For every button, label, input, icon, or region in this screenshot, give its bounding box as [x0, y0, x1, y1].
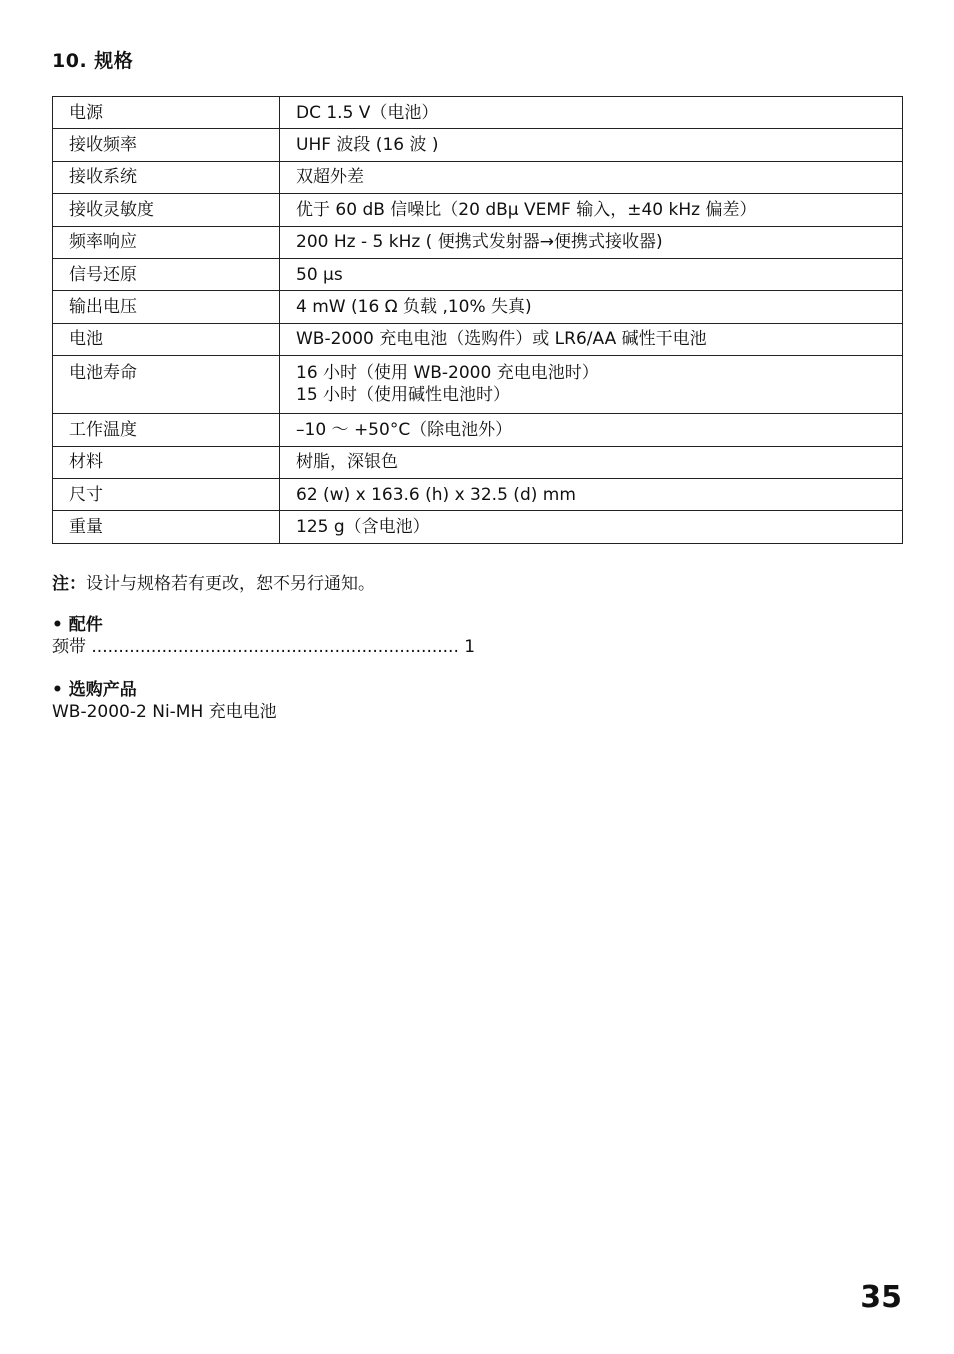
table-row	[53, 97, 903, 129]
page-number: 35	[860, 1280, 902, 1315]
spec-value: 双超外差	[280, 161, 903, 193]
spec-value: 125 g（含电池）	[280, 511, 903, 543]
accessories-section	[52, 614, 475, 658]
spec-label: 电池	[53, 323, 280, 355]
spec-label: 频率响应	[53, 226, 280, 258]
spec-value-line: 16 小时（使用 WB-2000 充电电池时）	[296, 363, 599, 384]
table-row	[53, 323, 903, 355]
table-row	[53, 194, 903, 226]
spec-label: 接收灵敏度	[53, 194, 280, 226]
table-row	[53, 356, 903, 414]
section-title: 10. 规格	[52, 50, 134, 72]
accessories-heading: • 配件	[52, 615, 103, 635]
table-row	[53, 446, 903, 478]
note-text: 设计与规格若有更改，恕不另行通知。	[86, 574, 375, 594]
spec-value: UHF 波段 (16 波 )	[280, 129, 903, 161]
table-row	[53, 129, 903, 161]
spec-value: 优于 60 dB 信噪比（20 dBμ VEMF 输入，±40 kHz 偏差）	[280, 194, 903, 226]
table-row	[53, 511, 903, 543]
spec-label: 输出电压	[53, 291, 280, 323]
accessory-item-name: 颈带	[52, 637, 86, 657]
leader-dots: ....................................................................	[91, 637, 459, 657]
spec-value: 树脂，深银色	[280, 446, 903, 478]
spec-label: 电池寿命	[53, 356, 280, 414]
spec-label: 工作温度	[53, 414, 280, 446]
table-row	[53, 414, 903, 446]
spec-value: 4 mW (16 Ω 负载 ,10% 失真)	[280, 291, 903, 323]
note-label: 注：	[52, 574, 86, 594]
spec-label: 材料	[53, 446, 280, 478]
table-row	[53, 478, 903, 510]
note	[52, 569, 375, 594]
spec-label: 重量	[53, 511, 280, 543]
spec-value: 62 (w) x 163.6 (h) x 32.5 (d) mm	[280, 478, 903, 510]
options-section	[52, 679, 277, 723]
option-item: WB-2000-2 Ni-MH 充电电池	[52, 702, 277, 722]
spec-value: –10 〜 +50°C（除电池外）	[280, 414, 903, 446]
specifications-table	[52, 96, 903, 544]
spec-value: 200 Hz - 5 kHz ( 便携式发射器→便携式接收器)	[280, 226, 903, 258]
spec-value: WB-2000 充电电池（选购件）或 LR6/AA 碱性干电池	[280, 323, 903, 355]
spec-value-line: 15 小时（使用碱性电池时）	[296, 385, 511, 406]
spec-value: 50 µs	[280, 258, 903, 290]
options-heading: • 选购产品	[52, 680, 137, 700]
spec-value: DC 1.5 V（电池）	[280, 97, 903, 129]
spec-value	[280, 356, 903, 414]
spec-label: 接收系统	[53, 161, 280, 193]
spec-label: 接收频率	[53, 129, 280, 161]
accessory-item	[52, 636, 475, 658]
spec-label: 电源	[53, 97, 280, 129]
table-row	[53, 258, 903, 290]
spec-label: 尺寸	[53, 478, 280, 510]
spec-label: 信号还原	[53, 258, 280, 290]
table-row	[53, 161, 903, 193]
accessory-item-qty: 1	[464, 637, 476, 657]
table-row	[53, 291, 903, 323]
table-row	[53, 226, 903, 258]
